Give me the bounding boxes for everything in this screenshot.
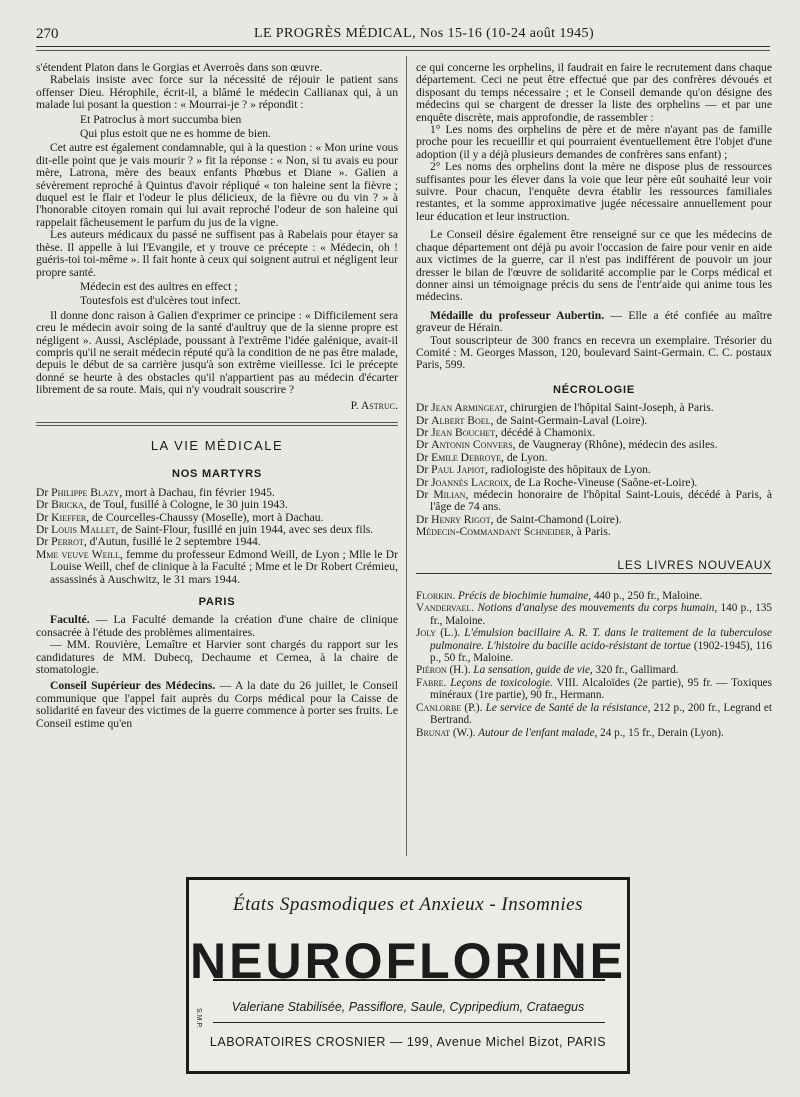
paragraph: Le Conseil désire également être renseigné sur ce que les médecins de chaque département ont déjà pu avoir l'occasion de faire pour venir en aide aux victimes de la guerre, car il n'est pas indifférent de pouvoir un jour dresser le bilan de l'œuvre de solidarité accomplie par le Corps médical et donner ainsi un témoignage précis du sens de l'entr'aide qui anime tous les médecins. <box>416 228 772 304</box>
advertisement <box>186 877 630 1074</box>
entry-prefix: Dr <box>36 485 52 499</box>
entry-name: Henry Rigot <box>431 512 491 526</box>
entry-details: , de Vaugneray (Rhône), médecin des asiles. <box>512 438 718 452</box>
entry-name: Milian <box>433 488 466 501</box>
header-rule <box>36 46 770 47</box>
book-entry <box>416 727 772 739</box>
paragraph: Rabelais insiste avec force sur la nécessité de réjouir le patient sans offenser Dieu. Hérophile, écrit-il, a blâmé le médecin Callianax qui, à un malade lui posant la question : « Mourrai-je ? » répondit : <box>36 73 398 112</box>
entry-details: , d'Autun, fusillé le 2 septembre 1944. <box>83 535 261 549</box>
section-rule <box>36 422 398 423</box>
subsection-title: PARIS <box>198 596 236 609</box>
book-entry <box>416 702 772 727</box>
subsection-title: NÉCROLOGIE <box>553 383 635 396</box>
book-title: La sensation, guide de vie, <box>470 664 593 677</box>
paragraph: s'étendent Platon dans le Gorgias et Averroès dans son œuvre. <box>36 61 323 74</box>
paragraph: 1° Les noms des orphelins de père et de mère n'ayant pas de famille proche pour les recueillir et qui pourraient éventuellement être l'objet d'une adoption (il y a déjà plusieurs demandes de confrères sans enfant) ; <box>416 123 772 161</box>
martyrs-list <box>36 487 398 586</box>
book-author: Florkin. <box>416 590 456 603</box>
book-title: Leçons de toxicologie. <box>446 676 553 689</box>
section-rule <box>416 573 772 574</box>
entry-name: Jean Armingeat <box>431 401 505 415</box>
ad-tagline: États Spasmodiques et Anxieux - Insomnies <box>233 894 583 915</box>
verse-line: Médecin est des aultres en effect ; <box>80 279 238 293</box>
book-details: 440 p., 250 fr., Maloine. <box>591 590 703 603</box>
paragraph: ce qui concerne les orphelins, il faudrait en faire le recrutement dans chaque département. Ceci ne peut être effectué que par des confrères dévoués et disposant du temps nécessaire ; et le Conseil demande qu'on désigne des médecins qui se chargent de dresser la liste des orphelins — et par une enquête discrète, mais approfondie, de rassembler : <box>416 61 772 124</box>
book-author: Joly (L.). <box>416 627 461 640</box>
entry-prefix: Dr <box>416 475 432 489</box>
entry-prefix: Dr <box>36 510 52 524</box>
paragraph: — MM. Rouvière, Lemaître et Harvier sont chargés du rapport sur les candidatures de MM. Dubecq, Dechaume et Cernea, à la chaire de stomatologie. <box>36 638 398 677</box>
ad-ingredients: Valeriane Stabilisée, Passiflore, Saule, Cypripedium, Crataegus <box>231 1000 585 1014</box>
entry-details: , de Saint-Chamond (Loire). <box>490 512 622 526</box>
list-item <box>416 489 772 514</box>
entry-prefix: Dr <box>416 401 432 415</box>
book-title: Notions d'analyse des mouvements du corps humain, <box>474 602 718 615</box>
book-title: L'émulsion bacillaire A. R. T. dans le traitement de la tuberculose pulmonaire. L'histoire du bacille acido-résistant de tortue <box>430 627 773 652</box>
book-details: VIII. Alcaloïdes (2e partie), 95 fr. — Toxiques minéraux (1re partie), 90 fr., Hermann. <box>430 676 772 702</box>
section-title: LA VIE MÉDICALE <box>150 437 284 453</box>
entry-name: Jean Bouchet <box>431 425 496 439</box>
book-author: Vandervael. <box>416 602 475 615</box>
entry-name: Joannès Lacroix <box>431 475 509 489</box>
entry-name: Louis Mallet <box>51 523 116 536</box>
entry-name: Médecin-Commandant Schneider <box>416 525 571 539</box>
item-label: Faculté. <box>50 613 90 627</box>
entry-name: Albert Boel <box>431 413 491 427</box>
book-author: Canlorbe (P.). <box>416 701 483 714</box>
entry-details: , chirurgien de l'hôpital Saint-Joseph, à Paris. <box>504 401 714 415</box>
section-rule <box>36 425 398 426</box>
item-text: — La Faculté demande la création d'une chaire de clinique consacrée à l'étude des problèmes alimentaires. <box>36 613 398 639</box>
ad-agency-mark: S.M.P. <box>195 1008 202 1029</box>
ad-laboratory: LABORATOIRES CROSNIER — 199, Avenue Michel Bizot, PARIS <box>209 1035 607 1049</box>
page-number: 270 <box>36 26 59 42</box>
verse-line: Qui plus estoit que ne es homme de bien. <box>80 127 271 141</box>
book-title: Le service de Santé de la résistance, <box>482 701 651 714</box>
paragraph: Cet autre est également condamnable, qui à la question : « Mon urine vous dit-elle point que je vais mourir ? » fit la réponse : « Non, si tu avais eu pour mère, Latrona, mère des beaux enfants Phœbus et Diane ». Galien a sévèrement reproché à Quintus d'avoir répliqué « ton haleine sent la fièvre ; duquel est le flair et l'odeur le plus délicieux, de la fièvre ou du vin ? » à l'honorable citoyen romain qui lui avait reproché l'odeur de son haleine qui rappelait fâcheusement le parfum du jus de la vigne. <box>36 141 398 229</box>
page-header <box>36 24 770 48</box>
books-list <box>416 590 772 739</box>
book-author: Fabre. <box>416 676 447 689</box>
book-details: 140 p., 135 fr., Maloine. <box>430 602 773 627</box>
verse-line: Et Patroclus à mort succumba bien <box>80 112 242 126</box>
book-author: Brunat (W.). <box>416 726 476 739</box>
entry-prefix: Dr <box>416 413 432 427</box>
running-head: LE PROGRÈS MÉDICAL, Nos 15-16 (10-24 août 1945) <box>254 26 595 41</box>
book-details: 24 p., 15 fr., Derain (Lyon). <box>597 726 724 739</box>
book-entry <box>416 602 772 627</box>
entry-prefix: Dr <box>416 463 432 477</box>
entry-prefix: Dr <box>36 523 52 536</box>
entry-name: Emile Debroye <box>431 450 502 464</box>
entry-prefix: Dr <box>36 498 52 512</box>
paragraph: Il donne donc raison à Galien d'exprimer ce principe : « Difficilement sera creu le médecin avoir soing de la santé d'aultruy que de la sienne propre est négligent ». Aussi, Asclépiade, poussant à l'extrême l'idée galénique, avait-il compris qu'il ne serait médecin réputé qu'à la condition de ne pas être malade, depuis le début de sa carrière jusqu'à son extrême vieillesse. Ici le précepte donné se heurte à des obstacles qu'il n'appartient pas au médecin d'écarter librement de sa route. Mais, qui n'y voudrait souscrire ? <box>36 308 398 397</box>
entry-details: , de Lyon. <box>501 450 548 464</box>
entry-name: Kieffer <box>51 510 87 524</box>
book-title: Précis de biochimie humaine, <box>455 590 592 603</box>
entry-name: Paul Japiot <box>431 463 485 477</box>
entry-details: , femme du professeur Edmond Weill, de Lyon ; Mlle le Dr Louise Weill, chef de clinique à la Faculté ; Mme et le Dr Robert Crémieu, assassinés à Auschwitz, le 31 mars 1944. <box>50 547 398 586</box>
entry-name: Bricka <box>51 498 84 512</box>
verse-line: Toutesfois est d'ulcères tout infect. <box>80 294 241 308</box>
ad-brand-name: NEUROFLORINE <box>190 933 626 989</box>
entry-prefix: Dr <box>416 488 434 501</box>
book-details: 320 fr., Gallimard. <box>592 664 679 677</box>
list-item <box>416 526 772 538</box>
entry-details: , à Paris. <box>570 525 611 539</box>
paragraph: 2° Les noms des orphelins dont la mère ne dispose plus de ressources suffisantes pour les élever dans la voie que leur père eût souhaité leur voir suivre. Pour chacun, l'enquête devra établir les ressources familiales restantes, et la somme approximative jugée nécessaire annuellement pour leur éducation et leur instruction. <box>416 160 772 223</box>
entry-details: , décédé à Chamonix. <box>495 425 596 439</box>
article-signature: P. Astruc. <box>350 398 398 412</box>
book-entry <box>416 590 772 602</box>
paragraph <box>36 614 398 639</box>
item-text: — Elle a été confiée au maître graveur de Hérain. <box>416 308 772 335</box>
entry-details: , radiologiste des hôpitaux de Lyon. <box>485 463 651 477</box>
book-entry <box>416 627 772 664</box>
entry-name: Perrot <box>51 535 84 549</box>
entry-name: Antonin Convers <box>431 438 513 452</box>
entry-prefix: Dr <box>416 512 432 526</box>
book-title: Autour de l'enfant malade, <box>475 726 598 739</box>
paragraph: Tout souscripteur de 300 francs en recevra un exemplaire. Trésorier du Comité : M. Georges Masson, 120, boulevard Saint-Germain. C. C. postaux Paris, 599. <box>416 333 772 372</box>
book-entry <box>416 664 772 676</box>
paragraph <box>416 310 772 335</box>
list-item <box>36 549 398 586</box>
entry-name: Philippe Blazy <box>51 485 120 499</box>
entry-prefix: Dr <box>416 450 432 464</box>
entry-details: , de La Roche-Vineuse (Saône-et-Loire). <box>508 475 698 489</box>
entry-prefix: Dr <box>416 438 432 452</box>
column-divider <box>406 56 407 856</box>
item-label: Conseil Supérieur des Médecins. <box>50 679 216 693</box>
item-label: Médaille du professeur Aubertin. <box>430 308 605 322</box>
entry-details: , mort à Dachau, fin février 1945. <box>119 485 275 499</box>
book-entry <box>416 677 772 702</box>
entry-details: , de Toul, fusillé à Cologne, le 30 juin 1943. <box>83 498 288 512</box>
entry-prefix: Dr <box>36 535 52 549</box>
paragraph: Les auteurs médicaux du passé ne suffisent pas à Rabelais pour étayer sa thèse. Il appelle à lui l'Evangile, et y trouve ce précepte : « Médecin, oh ! guéris-toi toi-même ». Il fait honte à ceux qui soignent autrui et négligent leur propre santé. <box>36 228 398 279</box>
entry-details: , de Saint-Flour, fusillé en juin 1944, avec ses deux fils. <box>115 523 374 536</box>
section-title: LES LIVRES NOUVEAUX <box>617 557 772 572</box>
book-author: Piéron (H.). <box>416 664 471 677</box>
entry-prefix: Dr <box>416 425 432 439</box>
book-details: (1902-1945), 116 p., 50 fr., Maloine. <box>430 639 772 665</box>
header-rule-secondary <box>36 50 770 51</box>
entry-name: Mme veuve Weill <box>36 547 120 561</box>
entry-details: , médecin honoraire de l'hôpital Saint-Louis, décédé à Paris, à l'âge de 74 ans. <box>430 488 772 514</box>
item-text: — A la date du 26 juillet, le Conseil communique que l'appel fait auprès du Corps médical pour la Caisse de solidarité en faveur des victimes de la guerre commence à porter ses fruits. Le Conseil estime qu'en <box>36 679 398 730</box>
entry-details: , de Saint-Germain-Laval (Loire). <box>490 413 648 427</box>
subsection-title: NOS MARTYRS <box>171 468 263 481</box>
book-details: 212 p., 200 fr., Legrand et Bertrand. <box>430 701 773 727</box>
paragraph <box>36 680 398 730</box>
right-column <box>416 62 772 739</box>
ad-divider <box>213 1022 605 1023</box>
entry-details: , de Courcelles-Chaussy (Moselle), mort à Dachau. <box>86 510 324 524</box>
left-column <box>36 62 398 730</box>
necrology-list <box>416 402 772 538</box>
